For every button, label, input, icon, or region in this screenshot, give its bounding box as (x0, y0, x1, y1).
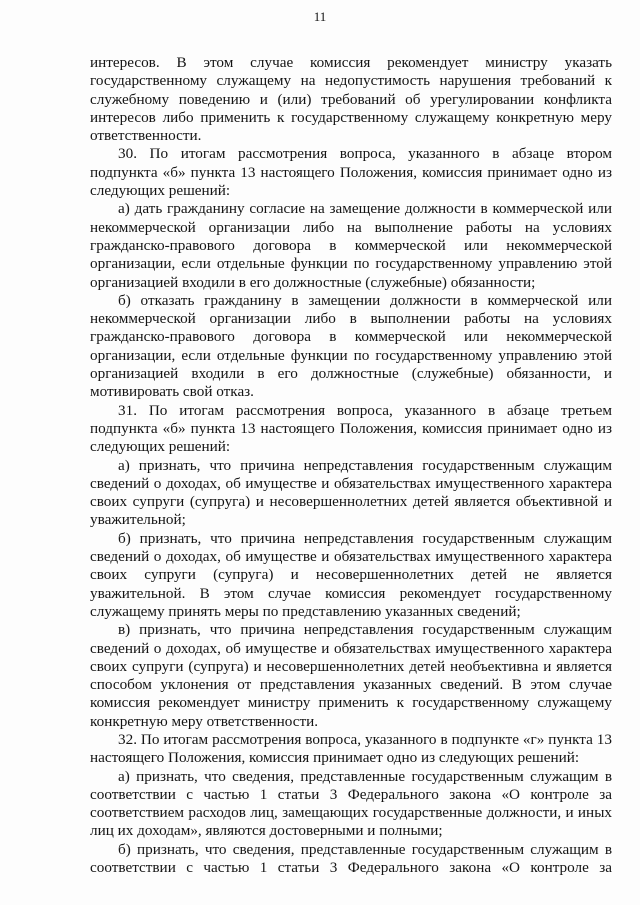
paragraph-item-32: 32. По итогам рассмотрения вопроса, указанного в подпункте «г» пункта 13 настоящего Положения, комиссия принимает одно из следующих решений: (90, 730, 612, 767)
document-body (90, 54, 612, 877)
paragraph-item-31-a: а) признать, что причина непредставления государственным служащим сведений о доходах, об имуществе и обязательствах имущественного характера своих супруги (супруга) и несовершеннолетних детей является объективной и уважительной; (90, 456, 612, 529)
paragraph-continuation: интересов. В этом случае комиссия рекомендует министру указать государственному служащему на недопустимость нарушения требований к служебному поведению и (или) требований об урегулировании конфликта интересов либо применить к государственному служащему конкретную меру ответственности. (90, 54, 612, 145)
paragraph-item-30-b: б) отказать гражданину в замещении должности в коммерческой или некоммерческой организации либо в выполнении работы на условиях гражданско-правового договора в коммерческой или некоммерческой организации, если отдельные функции по государственному управлению этой организацией входили в его должностные (служебные) обязанности, и мотивировать свой отказ. (90, 291, 612, 401)
paragraph-item-30-a: а) дать гражданину согласие на замещение должности в коммерческой или некоммерческой организации либо на выполнение работы на условиях гражданско-правового договора в коммерческой или некоммерческой организации, если отдельные функции по государственному управлению этой организацией входили в его должностные (служебные) обязанности; (90, 200, 612, 291)
paragraph-item-32-a: а) признать, что сведения, представленные государственным служащим в соответствии с частью 1 статьи 3 Федерального закона «О контроле за соответствием расходов лиц, замещающих государственные должности, и иных лиц их доходам», являются достоверными и полными; (90, 767, 612, 840)
paragraph-item-31-c: в) признать, что причина непредставления государственным служащим сведений о доходах, об имуществе и обязательствах имущественного характера своих супруги (супруга) и несовершеннолетних детей необъективна и является способом уклонения от представления указанных сведений. В этом случае комиссия рекомендует министру применить к государственному служащему конкретную меру ответственности. (90, 621, 612, 730)
paragraph-item-31-b: б) признать, что причина непредставления государственным служащим сведений о доходах, об имуществе и обязательствах имущественного характера своих супруги (супруга) и несовершеннолетних детей не является уважительной. В этом случае комиссия рекомендует государственному служащему принять меры по представлению указанных сведений; (90, 529, 612, 620)
paragraph-item-30: 30. По итогам рассмотрения вопроса, указанного в абзаце втором подпункта «б» пункта 13 настоящего Положения, комиссия принимает одно из следующих решений: (90, 145, 612, 200)
paragraph-item-31: 31. По итогам рассмотрения вопроса, указанного в абзаце третьем подпункта «б» пункта 13 настоящего Положения, комиссия принимает одно из следующих решений: (90, 401, 612, 456)
page-number: 11 (313, 9, 327, 24)
paragraph-item-32-b: б) признать, что сведения, представленные государственным служащим в соответствии с частью 1 статьи 3 Федерального закона «О контроле за (90, 840, 612, 877)
